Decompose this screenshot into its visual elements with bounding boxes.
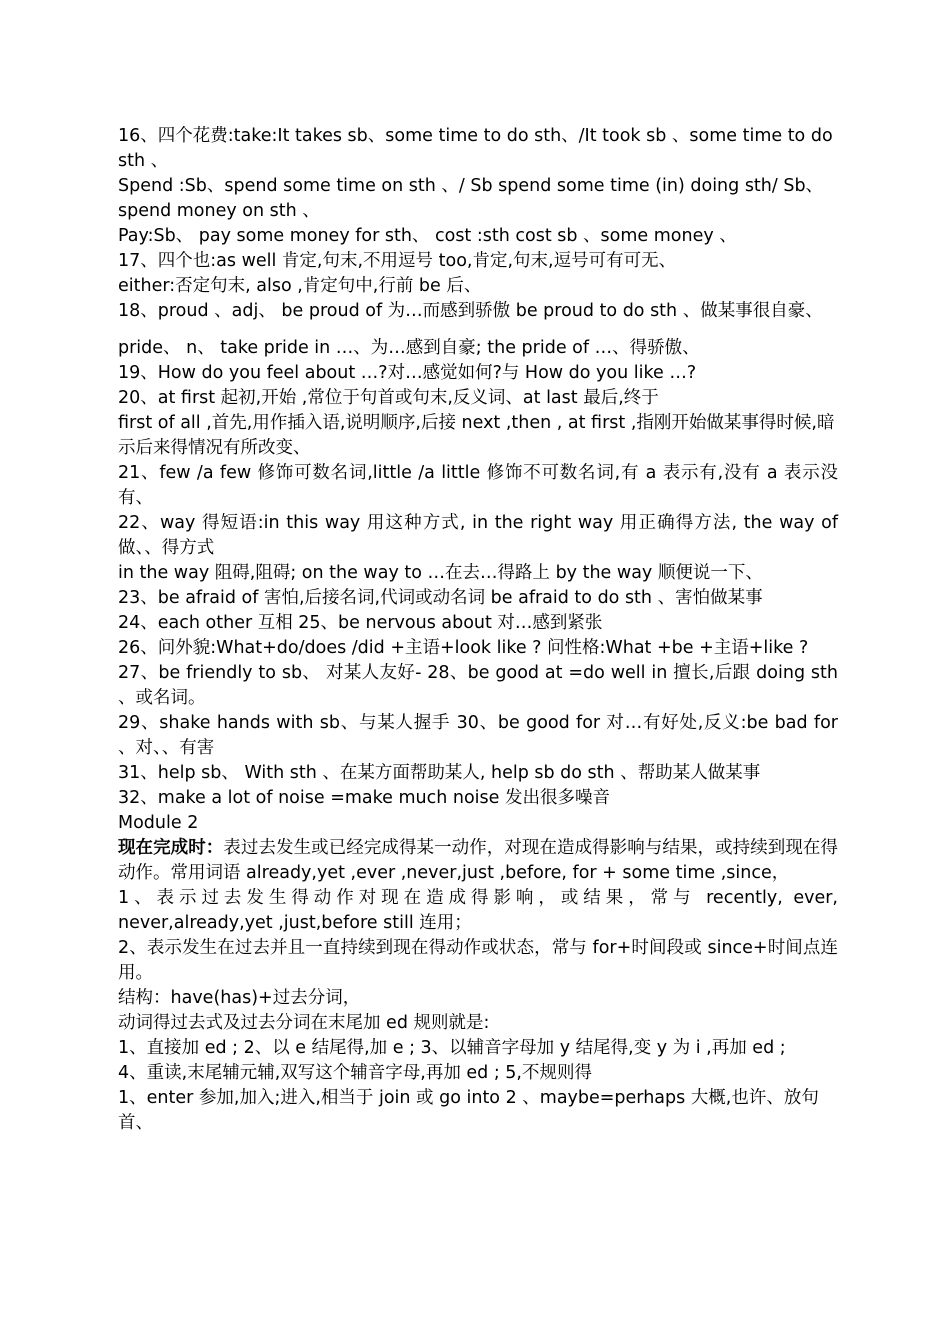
document-body [118,124,838,1136]
note-31-help: 31、help sb、 With sth 、在某方面帮助某人, help sb do sth 、帮助某人做某事 [118,763,761,783]
note-enter-maybe: 1、enter 参加,加入;进入,相当于 join 或 go into 2 、maybe=perhaps 大概,也许、放句首、 [118,1088,819,1133]
present-perfect-definition [118,836,838,886]
note-26-appearance-character: 26、问外貌:What+do/does /did +主语+look like ? 问性格:What +be +主语+like ? [118,638,809,658]
note-22-in-the-way: in the way 阻碍,阻碍; on the way to …在去…得路上 by the way 顺便说一下、 [118,563,763,583]
note-16-pay-cost: Pay:Sb、 pay some money for sth、 cost :sth cost sb 、some money 、 [118,226,737,246]
note-24-25: 24、each other 互相 25、be nervous about 对…感到紧张 [118,613,603,633]
note-20-first-of-all: first of all ,首先,用作插入语,说明顺序,后接 next ,then , at first ,指刚开始做某事得时候,暗示后来得情况有所改变、 [118,413,835,458]
note-23-be-afraid: 23、be afraid of 害怕,后接名词,代词或动名词 be afraid to do sth 、害怕做某事 [118,588,763,608]
present-perfect-text: 表过去发生或已经完成得某一动作，对现在造成得影响与结果，或持续到现在得动作。常用词语 already,yet ,ever ,never,just ,before, for + some time ,since， [118,838,838,883]
note-29-30: 29、shake hands with sb、与某人握手 30、be good for 对…有好处,反义:be bad for 、对、、有害 [118,713,838,758]
note-17-also-words: 17、四个也:as well 肯定,句末,不用逗号 too,肯定,句末,逗号可有可无、 [118,251,677,271]
past-participle-rules-4-5: 4、重读,末尾辅元辅,双写这个辅音字母,再加 ed ; 5,不规则得 [118,1063,592,1083]
note-16-spend: Spend :Sb、spend some time on sth 、/ Sb spend some time (in) doing sth/ Sb、spend money on sth 、 [118,176,824,221]
present-perfect-usage-2: 2、表示发生在过去并且一直持续到现在得动作或状态，常与 for+时间段或 since+时间点连用。 [118,938,838,983]
note-17-either-also: either:否定句末, also ,肯定句中,行前 be 后、 [118,276,482,296]
present-perfect-term: 现在完成时： [118,838,224,858]
present-perfect-structure: 结构：have(has)+过去分词， [118,988,361,1008]
note-27-28: 27、be friendly to sb、 对某人友好- 28、be good at =do well in 擅长,后跟 doing sth 、或名词。 [118,663,838,708]
note-18-proud: 18、proud 、adj、 be proud of 为…而感到骄傲 be proud to do sth 、做某事很自豪、 [118,301,823,321]
note-18-pride: pride、 n、 take pride in …、为…感到自豪; the pride of …、得骄傲、 [118,338,700,358]
present-perfect-usage-1: 1、表示过去发生得动作对现在造成得影响，或结果，常与 recently, ever, never,already,yet ,just,before still 连用； [118,888,838,933]
note-16-spend-verbs: 16、四个花费:take:It takes sb、some time to do sth、/It took sb 、some time to do sth 、 [118,126,833,171]
past-participle-rules-intro: 动词得过去式及过去分词在末尾加 ed 规则就是: [118,1013,490,1033]
past-participle-rules-1-3: 1、直接加 ed ; 2、以 e 结尾得,加 e ; 3、以辅音字母加 y 结尾得,变 y 为 i ,再加 ed ; [118,1038,786,1058]
note-19-feel-about: 19、How do you feel about …?对…感觉如何?与 How do you like …? [118,363,697,383]
note-32-noise: 32、make a lot of noise =make much noise 发出很多噪音 [118,788,610,808]
note-21-few-little: 21、few /a few 修饰可数名词,little /a little 修饰不可数名词,有 a 表示有,没有 a 表示没有、 [118,463,838,508]
note-22-way-phrases: 22、way 得短语:in this way 用这种方式, in the right way 用正确得方法, the way of 做、、得方式 [118,513,838,558]
note-20-at-first: 20、at first 起初,开始 ,常位于句首或句末,反义词、at last 最后,终于 [118,388,659,408]
module-heading: Module 2 [118,813,199,833]
